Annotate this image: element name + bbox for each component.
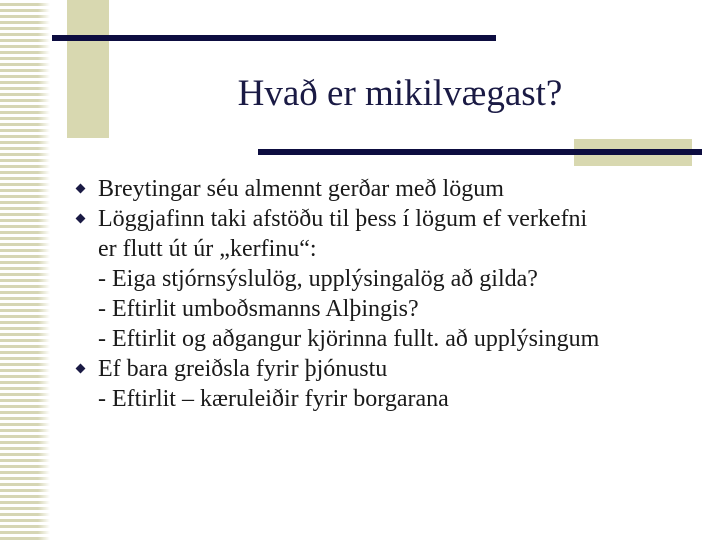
bullet-item-2 — [72, 204, 702, 354]
sub-item-text: - Eftirlit og aðgangur kjörinna fullt. að upplýsingum — [98, 326, 600, 352]
bullet-text: Löggjafinn taki afstöðu til þess í lögum ef verkefni — [98, 206, 588, 232]
bullet-text-continued: er flutt út úr „kerfinu“: — [98, 236, 317, 262]
bullet-text: Breytingar séu almennt gerðar með lögum — [98, 176, 504, 202]
accent-line-top — [52, 35, 496, 41]
accent-block-left — [67, 0, 109, 138]
slide-content — [72, 174, 702, 414]
stripe-fade-decoration — [38, 0, 50, 540]
bullet-item-1 — [72, 174, 702, 204]
sub-item-text: - Eiga stjórnsýslulög, upplýsingalög að gilda? — [98, 266, 538, 292]
slide-title: Hvað er mikilvægast? — [237, 73, 563, 114]
bullet-item-3 — [72, 354, 702, 414]
bullet-text: Ef bara greiðsla fyrir þjónustu — [98, 356, 388, 382]
sub-item-text: - Eftirlit umboðsmanns Alþingis? — [98, 296, 419, 322]
sub-item-text: - Eftirlit – kæruleiðir fyrir borgarana — [98, 386, 449, 412]
accent-line-bottom — [258, 149, 702, 155]
